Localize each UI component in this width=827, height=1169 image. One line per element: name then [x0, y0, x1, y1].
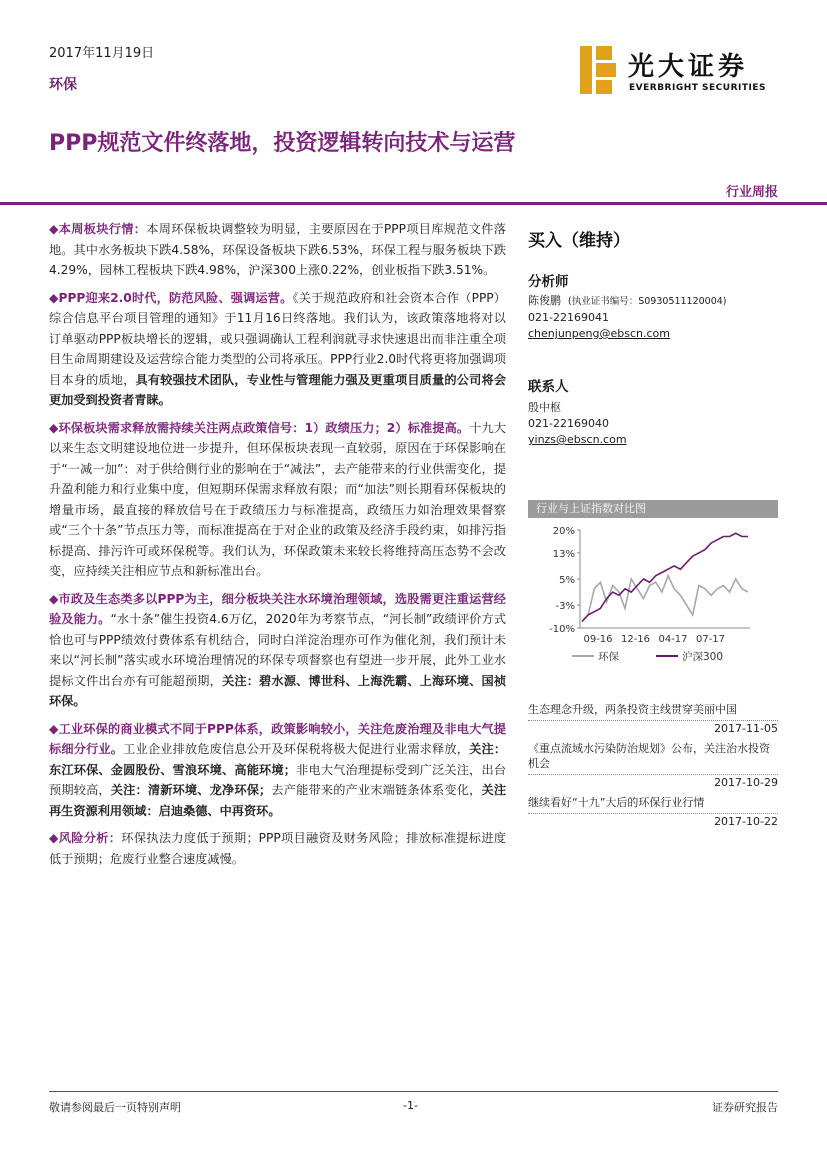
paragraph-text: 本周环保板块调整较为明显，主要原因在于PPP项目库规范文件落地。其中水务板块下跌4.58%，环保设备板块下跌6.53%，环保工程与服务板块下跌4.29%，园林工程板块下跌4.98%，沪深300上涨0.22%，创业板指下跌3.51%。 [49, 222, 506, 277]
related-date: 2017-11-05 [528, 720, 778, 735]
related-date: 2017-10-22 [528, 813, 778, 828]
title-divider [0, 202, 827, 205]
paragraph-text: 工业企业排放危废信息公开及环保税将极大促进行业需求释放， [123, 742, 470, 756]
analyst-cert: (执业证书编号：S0930511120004) [568, 296, 727, 307]
related-item[interactable] [528, 741, 778, 789]
footer-report-label: 证券研究报告 [712, 1101, 778, 1114]
comparison-chart [528, 520, 778, 670]
paragraph-text: 去产能带来的产业末端链条体系变化， [271, 783, 482, 797]
paragraph-heading: ◆风险分析： [49, 831, 122, 845]
y-tick-label: -3% [555, 601, 575, 613]
paragraph-text: “水十条”催生投资4.6万亿，2020年为考察节点，“河长制”政绩评价方式恰也可与PPP绩效付费体系有机结合，同时白洋淀治理亦可作为催化剂，我们预计未来以“河长制”落实或水环境治理情况的环保专项督察也有望进一步开展，此外工业水提标文件出台亦有可能超预期， [49, 612, 507, 688]
paragraph-heading: ◆本周板块行情： [49, 222, 147, 236]
report-title: PPP规范文件终落地，投资逻辑转向技术与运营 [49, 131, 516, 156]
x-tick-label: 04-17 [658, 634, 688, 645]
report-date: 2017年11月19日 [49, 46, 155, 61]
page-number: -1- [403, 1099, 418, 1112]
body-paragraph [49, 589, 506, 712]
analyst-name: 陈俊鹏 [528, 294, 561, 307]
related-item[interactable] [528, 795, 778, 828]
emphasis-text: 关注：东江环保、金圆股份、雪浪环境、高能环境； [49, 742, 507, 777]
x-tick-label: 09-16 [583, 634, 613, 645]
y-tick-label: -10% [549, 624, 575, 635]
main-body [49, 219, 506, 876]
paragraph-text: 十九大以来生态文明建设地位进一步提升，但环保板块表现一直较弱，原因在于环保影响在于“一减一加”：对于供给侧行业的影响在于“减法”，去产能带来的行业供需变化，提升盈利能力和行业集中度，但短期环保需求释放有限；而“加法”则长期看环保板块的增量市场，最直接的释放信号在于政绩压力与标准提高，政绩压力如治理效果督察或“三个十条”节点压力等，而标准提高在于对企业的政策及经济手段约束，如排污指标提高、排污许可或环保税等。我们认为，环保政策未来较长将维持高压态势不会改变，应持续关注相应节点和新标准出台。 [49, 420, 506, 578]
emphasis-text: 关注：清新环境、龙净环保； [110, 783, 272, 797]
body-paragraph [49, 219, 506, 281]
paragraph-text: 环保执法力度低于预期；PPP项目融资及财务风险；排放标准提标进度低于预期；危废行业整合速度减慢。 [49, 831, 506, 866]
sector-label: 环保 [49, 77, 77, 93]
y-tick-label: 13% [552, 548, 575, 560]
related-title: 《重点流域水污染防治规划》公布，关注治水投资机会 [528, 742, 770, 770]
body-paragraph [49, 288, 506, 411]
contact-email-link[interactable]: yinzs@ebscn.com [528, 433, 627, 446]
analyst-email-link[interactable]: chenjunpeng@ebscn.com [528, 327, 670, 340]
paragraph-text: 《关于规范政府和社会资本合作（PPP）综合信息平台项目管理的通知》于11月16日终落地。我们认为，该政策落地将对以订单驱动PPP板块增长的逻辑，或只强调确认工程利润就寻求快速退出而非注重全项目生命周期建设及运营综合能力类型的公司将承压。PPP行业2.0时代将更将加强调项目本身的质地， [49, 290, 506, 387]
contact-heading: 联系人 [528, 379, 569, 395]
analyst-phone: 021-22169041 [528, 311, 609, 324]
contact-phone: 021-22169040 [528, 417, 609, 430]
logo-mark-icon [578, 44, 622, 96]
paragraph-heading: ◆环保板块需求释放需持续关注两点政策信号：1）政绩压力；2）标准提高。 [49, 420, 470, 435]
paragraph-heading: ◆工业环保的商业模式不同于PPP体系，政策影响较小，关注危废治理及非电大气提标细分行业。 [49, 721, 506, 756]
body-paragraph [49, 828, 506, 869]
paragraph-heading: ◆PPP迎来2.0时代，防范风险、强调运营。 [49, 290, 293, 305]
emphasis-text: 关注：碧水源、博世科、上海洗霸、上海环境、国祯环保。 [49, 673, 507, 708]
footer-disclaimer: 敬请参阅最后一页特别声明 [49, 1101, 181, 1114]
report-type: 行业周报 [725, 185, 778, 200]
legend-label: 环保 [598, 651, 619, 663]
emphasis-text: 关注再生资源利用领域：启迪桑德、中再资环。 [49, 783, 507, 818]
emphasis-text: 具有较强技术团队，专业性与管理能力强及更重项目质量的公司将会更加受到投资者青睐。 [49, 372, 507, 407]
analyst-heading: 分析师 [528, 274, 569, 290]
chart-title: 行业与上证指数对比图 [528, 500, 778, 518]
analyst-info [528, 293, 727, 342]
series-line-hs300 [582, 533, 748, 621]
related-title: 继续看好“十九”大后的环保行业行情 [528, 796, 705, 809]
rating: 买入（维持） [528, 231, 630, 251]
related-title: 生态理念升级，两条投资主线贯穿美丽中国 [528, 703, 737, 716]
y-tick-label: 5% [559, 575, 575, 586]
related-reports [528, 702, 778, 828]
paragraph-heading: ◆市政及生态类多以PPP为主，细分板块关注水环境治理领域，选股需更注重运营经验及能力。 [49, 591, 506, 626]
contact-info [528, 400, 627, 448]
footer-divider [49, 1091, 778, 1092]
legend-label: 沪深300 [682, 651, 724, 663]
x-tick-label: 07-17 [695, 634, 726, 645]
body-paragraph [49, 719, 506, 822]
body-paragraph [49, 418, 506, 582]
logo-english-name: EVERBRIGHT SECURITIES [629, 83, 766, 93]
x-tick-label: 12-16 [620, 634, 651, 645]
contact-name: 殷中枢 [528, 401, 561, 414]
related-item[interactable] [528, 702, 778, 735]
paragraph-text: 非电大气治理提标受到广泛关注，出台预期较高， [49, 762, 507, 797]
logo-chinese-name: 光大证券 [628, 52, 749, 82]
related-date: 2017-10-29 [528, 774, 778, 789]
y-tick-label: 20% [552, 526, 575, 537]
